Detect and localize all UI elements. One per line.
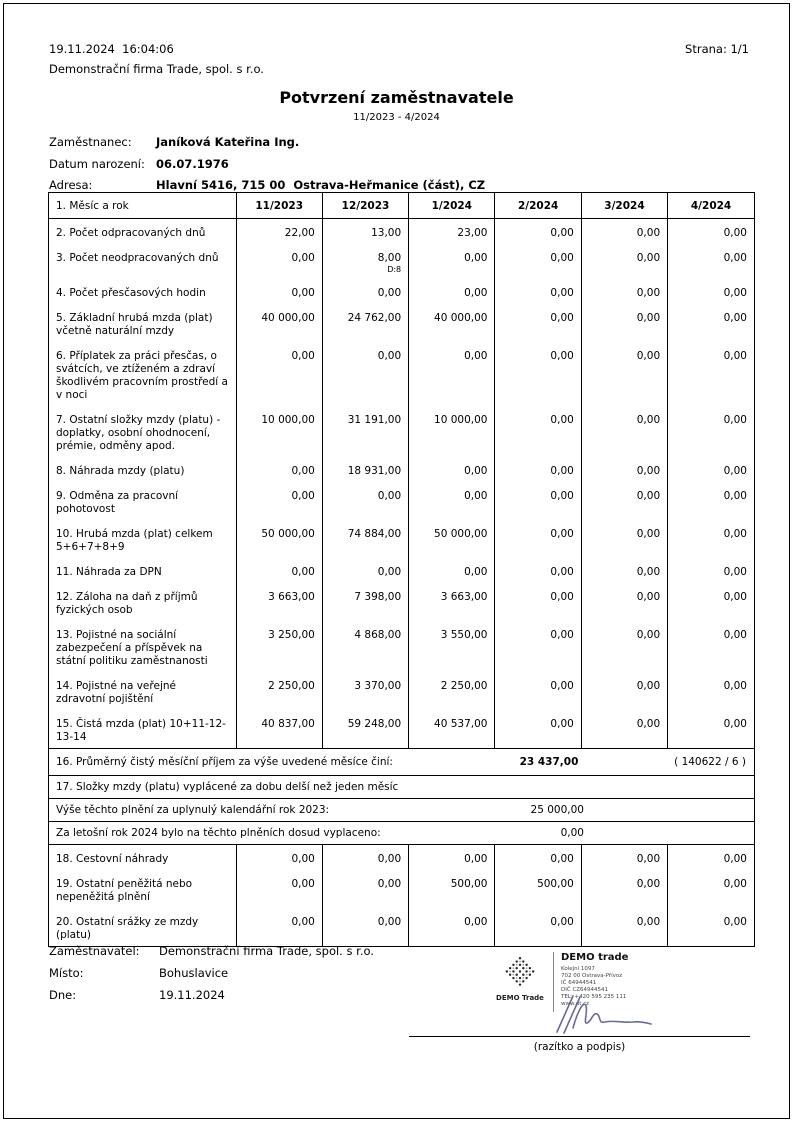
row-label: 6. Příplatek za práci přesčas, o svátcích, ve ztíženém a zdraví škodlivém pracovním prostředí a v noci [56,350,228,401]
birth-date-label: Datum narození: [49,156,145,171]
month-header: 12/2023 [322,193,408,219]
row-value: 0,00 [581,482,667,520]
row-value: 0,00 [581,583,667,621]
row-value: 0,00 [409,457,495,482]
table-row [49,244,754,279]
stamp-logo-block [491,956,549,1002]
date-value: 19.11.2024 [159,988,225,1002]
row-value: 0,00 [668,710,754,749]
row-value: 0,00 [581,304,667,342]
row-value: 0,00 [495,219,581,245]
row-value: 0,00 [236,457,322,482]
row-value: 24 762,00 [322,304,408,342]
row-value: 0,00 [495,908,581,946]
row-value: 40 000,00 [409,304,495,342]
row-value: 40 000,00 [236,304,322,342]
place-value: Bohuslavice [159,966,229,980]
row-label: 11. Náhrada za DPN [56,566,162,578]
section17-title-row [49,776,754,799]
row-value: 500,00 [409,870,495,908]
row-value: 0,00 [581,244,667,279]
row-value: 0,00 [668,621,754,672]
row-value: 0,00 [322,870,408,908]
row-label: 20. Ostatní srážky ze mzdy (platu) [56,916,199,941]
row-label: 9. Odměna za pracovní pohotovost [56,490,179,515]
row-value: 0,00 [409,558,495,583]
table-row [49,710,754,749]
table-row [49,219,754,245]
document-period: 11/2023 - 4/2024 [353,112,440,123]
row-label: 7. Ostatní složky mzdy (platu) - doplatky, osobní ohodnocení, prémie, odměny apod. [56,414,221,452]
row-value: 0,00 [322,908,408,946]
row-value: 4 868,00 [322,621,408,672]
row-value: 50 000,00 [236,520,322,558]
table-row [49,583,754,621]
row-value: 0,00 [581,621,667,672]
row-value: 22,00 [236,219,322,245]
row-value: 0,00 [495,710,581,749]
row-value: 0,00 [581,520,667,558]
stamp-address-line: TEL: +420 595 235 111 [561,994,627,1000]
row-subvalue: D:8 [387,265,402,274]
row-label: 14. Pojistné na veřejné zdravotní pojištění [56,680,176,705]
row-value: 3 250,00 [236,621,322,672]
row-value: 0,00 [668,583,754,621]
row-value: 0,00 [495,583,581,621]
table-row [49,342,754,406]
stamp-address-line: DIČ CZ64944541 [561,987,609,993]
row-value: 0,00 [668,304,754,342]
row-value: 0,00 [495,672,581,710]
row-value: 3 663,00 [409,583,495,621]
row-value: 0,00 [409,482,495,520]
row-value: 0,00 [581,908,667,946]
row-value: 0,00 [495,279,581,304]
stamp-address-line: IČ 64944541 [561,980,597,986]
section17-row-value: 25 000,00 [530,804,584,816]
row-value: 0,00 [495,845,581,870]
row-value: 0,00 [581,845,667,870]
row-value: 0,00 [581,406,667,457]
row-value: 0,00 [668,219,754,245]
employee-info [49,135,749,200]
table-row [49,845,754,870]
row-value: 0,00 [409,845,495,870]
place-row [49,966,374,980]
employer-row [49,944,374,958]
row-value: 0,00 [409,908,495,946]
row-value: 0,00 [581,870,667,908]
row-value: 10 000,00 [409,406,495,457]
table-row [49,870,754,908]
row-value: 0,00 [581,219,667,245]
row-value: 3 550,00 [409,621,495,672]
row-label: 15. Čistá mzda (plat) 10+11-12-13-14 [56,718,226,743]
average-income-value: 23 437,00 [519,756,579,768]
row-value: 0,00 [668,279,754,304]
month-header: 2/2024 [495,193,581,219]
row-value: 2 250,00 [236,672,322,710]
row-value: 0,00 [236,342,322,406]
section17-row-label: Výše těchto plnění za uplynulý kalendářní rok 2023: [56,804,330,816]
row-value: 0,00 [581,558,667,583]
row-label: 19. Ostatní peněžitá nebo nepeněžitá plnění [56,878,193,903]
row-value: 0,00 [495,520,581,558]
demo-trade-logo-icon [498,956,542,988]
row-label: 8. Náhrada mzdy (platu) [56,465,185,477]
table-row [49,279,754,304]
row-value: 50 000,00 [409,520,495,558]
page-number: Strana: 1/1 [685,42,749,56]
row-value: 0,00 [236,482,322,520]
row-value: 0,00 [668,870,754,908]
row-value: 0,00 [668,342,754,406]
row-label: 2. Počet odpracovaných dnů [56,227,206,239]
row-value: 0,00 [581,457,667,482]
row-value: 0,00 [581,672,667,710]
row-value: 0,00 [495,304,581,342]
row-label: 18. Cestovní náhrady [56,853,169,865]
table-row [49,457,754,482]
month-header: 1/2024 [409,193,495,219]
row-value: 13,00 [322,219,408,245]
stamp-company-name: DEMO trade [561,952,629,963]
row-value: 74 884,00 [322,520,408,558]
row-value: 40 537,00 [409,710,495,749]
row-value: 0,00 [668,244,754,279]
table-row [49,520,754,558]
row-value: 0,00 [236,870,322,908]
stamp-address-line: 702 00 Ostrava-Přívoz [561,973,623,979]
signature-area [409,1036,750,1053]
table-row [49,908,754,946]
row-value: 0,00 [322,342,408,406]
employee-name-row [49,135,749,149]
row-value: 0,00 [668,406,754,457]
row-label: 10. Hrubá mzda (plat) celkem 5+6+7+8+9 [56,528,213,553]
employer-info [49,944,374,1010]
row-label: 5. Základní hrubá mzda (plat) včetně naturální mzdy [56,312,213,337]
header-line [49,42,749,56]
section17-row [49,822,754,845]
row-value: 0,00 [495,342,581,406]
birth-date-row [49,157,749,171]
row-value: 0,00 [581,342,667,406]
row-value: 40 837,00 [236,710,322,749]
extra-items-rows [49,845,754,946]
row-value: 0,00 [236,558,322,583]
employee-name-value: Janíková Kateřina Ing. [156,135,300,149]
handwritten-signature [551,992,661,1038]
row-value: 500,00 [495,870,581,908]
row-value: 0,00 [668,558,754,583]
table-row [49,672,754,710]
row-value: 0,00 [236,244,322,279]
date-label: Dne: [49,988,77,1002]
wage-report-body [48,192,755,947]
row-label: 4. Počet přesčasových hodin [56,287,206,299]
row-value: 7 398,00 [322,583,408,621]
average-income-calculation: ( 140622 / 6 ) [674,756,746,768]
row-value: 0,00 [495,558,581,583]
row-value: 0,00 [495,621,581,672]
company-name: Demonstrační firma Trade, spol. s r.o. [49,62,264,76]
date-row [49,988,374,1002]
section17-row [49,799,754,822]
row-value: 0,00 [495,457,581,482]
section17-row-value: 0,00 [560,827,584,839]
table-row [49,482,754,520]
document-title: Potvrzení zaměstnavatele [279,88,514,107]
row-value: 0,00 [236,845,322,870]
row-value: 0,00 [495,482,581,520]
row-value: 0,00 [322,279,408,304]
table-row [49,304,754,342]
employee-name-label: Zaměstnanec: [49,135,132,149]
extra-items-table [49,845,754,946]
month-header: 11/2023 [236,193,322,219]
row-value: 0,00 [581,279,667,304]
section17-title: 17. Složky mzdy (platu) vyplácené za dobu delší než jeden měsíc [56,781,399,793]
address-value: Hlavní 5416, 715 00 Ostrava-Heřmanice (část), CZ [156,178,486,192]
row-value: 0,00 [236,279,322,304]
row-value: 0,00 [668,908,754,946]
birth-date-value: 06.07.1976 [156,156,229,171]
stamp-address-line: www.dt.cz [561,1001,590,1007]
row-value: 18 931,00 [322,457,408,482]
row-value: 59 248,00 [322,710,408,749]
row-value: 23,00 [409,219,495,245]
row-value: 0,00 [409,279,495,304]
print-datetime: 19.11.2024 16:04:06 [49,42,174,56]
row-value: 0,00 [409,342,495,406]
row-value: 31 191,00 [322,406,408,457]
row-value: 0,00 [668,672,754,710]
row-value: 0,00 [668,482,754,520]
row-value: 3 370,00 [322,672,408,710]
long-term-components-section [49,776,754,845]
month-row-label: 1. Měsíc a rok [49,193,236,219]
month-header: 4/2024 [668,193,754,219]
employer-value: Demonstrační firma Trade, spol. s r.o. [159,944,374,958]
row-value: 0,00 [495,244,581,279]
row-value: 3 663,00 [236,583,322,621]
place-label: Místo: [49,966,84,980]
wage-table-rows [49,219,754,749]
row-value: 0,00 [495,406,581,457]
row-value: 0,00 [581,710,667,749]
wage-table-header-row [49,193,754,219]
table-row [49,406,754,457]
month-header: 3/2024 [581,193,667,219]
document-page [3,3,790,1119]
wage-table [49,193,754,749]
row-value: 0,00 [668,520,754,558]
stamp-address-line: Kolejní 1097 [561,966,595,972]
address-row [49,178,749,192]
row-value: 2 250,00 [409,672,495,710]
row-value: 0,00 [322,482,408,520]
row-label: 13. Pojistné na sociální zabezpečení a příspěvek na státní politiku zaměstnanosti [56,629,208,667]
table-row [49,621,754,672]
table-row [49,558,754,583]
row-value: 0,00 [236,908,322,946]
row-value: 0,00 [322,558,408,583]
row-value: 10 000,00 [236,406,322,457]
average-income-row [49,749,754,776]
row-value: 0,00 [668,457,754,482]
row-value: 0,00 [322,845,408,870]
address-label: Adresa: [49,178,93,192]
row-label: 12. Záloha na daň z příjmů fyzických osob [56,591,198,616]
average-income-label: 16. Průměrný čistý měsíční příjem za výše uvedené měsíce činí: [56,756,393,768]
row-value: 0,00 [668,845,754,870]
row-label: 3. Počet neodpracovaných dnů [56,252,219,264]
signature-caption: (razítko a podpis) [533,1041,626,1053]
row-value: 0,00 [409,244,495,279]
section17-row-label: Za letošní rok 2024 bylo na těchto plněních dosud vyplaceno: [56,827,381,839]
row-value: 8,00 D:8 [322,244,408,279]
employer-label: Zaměstnavatel: [49,944,140,958]
stamp-logo-caption: DEMO Trade [496,994,544,1002]
